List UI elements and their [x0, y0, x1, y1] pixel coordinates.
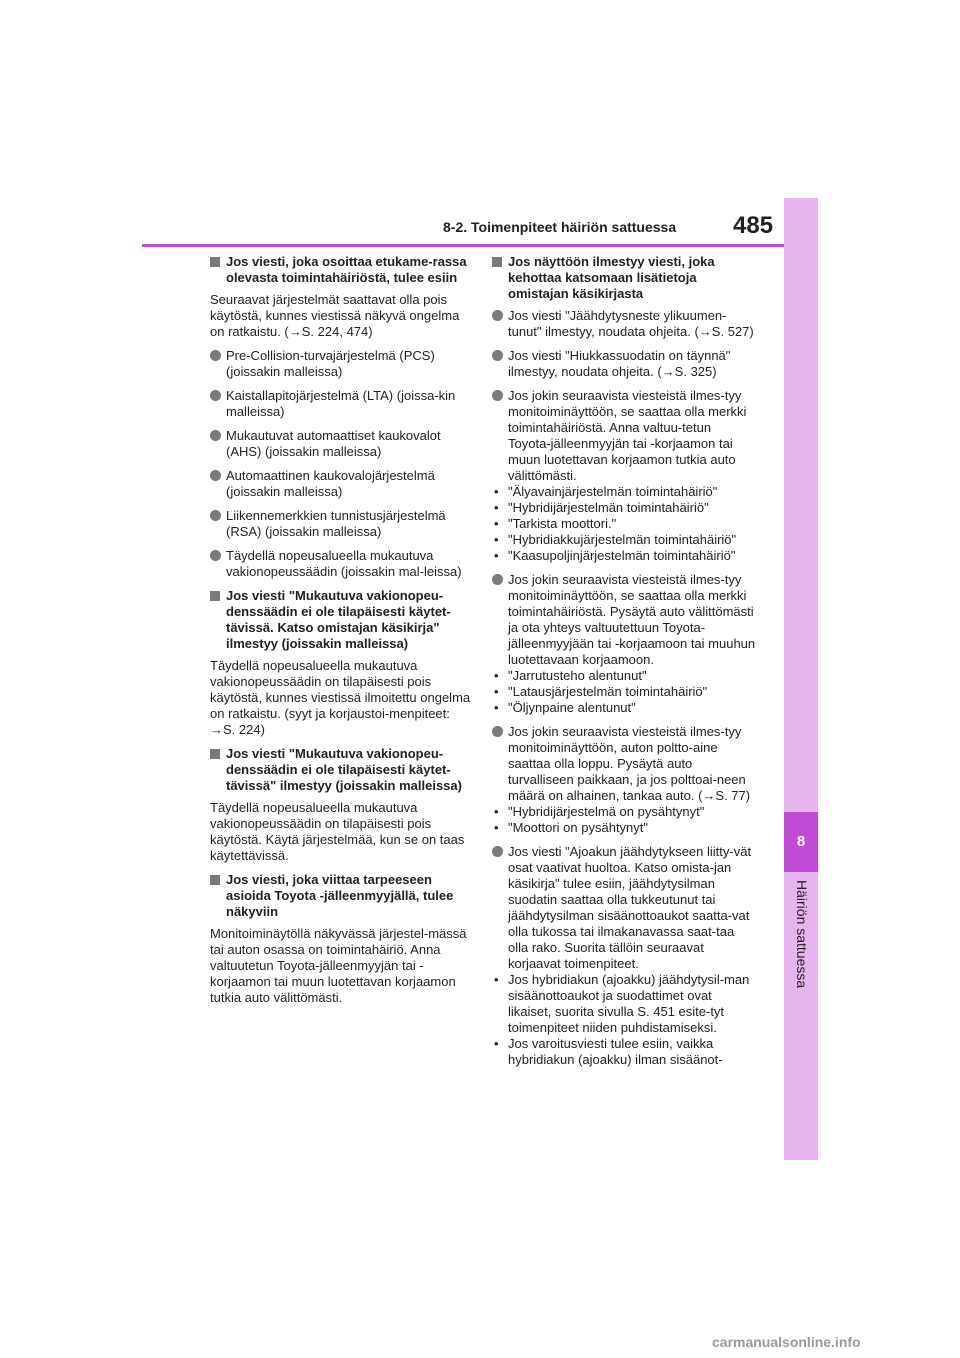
list-item: Jos jokin seuraavista viesteistä ilmes-tyy monitoiminäyttöön, se saattaa olla merkki toimintahäiriöstä. Anna valtuu-tetun Toyota-jälleenmyyjän tai -korjaamon tai muun luotettavan korjaamon tutkia auto välittömästi. • "Älyavainjärjestelmän toimintahäiriö" • "Hybridijärjestelmän toimintahäiriö" • "Tarkista moottori." • "Hybridiakkujärjestelmän toimintahäiriö" • "Kaasupoljinjärjestelmän toimintahäiriö" [492, 388, 756, 564]
section-heading: 8-2. Toimenpiteet häiriön sattuessa [443, 219, 677, 235]
list-item: Jos viesti "Jäähdytysneste ylikuumen-tunut" ilmestyy, noudata ohjeita. (→S. 527) [492, 308, 756, 340]
sub-item: • "Latausjärjestelmän toimintahäiriö" [492, 684, 756, 700]
sub-item: • "Tarkista moottori." [492, 516, 756, 532]
square-bullet-icon [210, 875, 220, 885]
circle-bullet-icon [210, 510, 221, 521]
list-item: Mukautuvat automaattiset kaukovalot (AHS) (joissakin malleissa) [210, 428, 472, 460]
chapter-number: 8 [784, 812, 818, 872]
sub-item: • Jos varoitusviesti tulee esiin, vaikka hybridiakun (ajoakku) ilman sisäänot- [492, 1036, 756, 1068]
watermark[interactable]: carmanualsonline.info [712, 1334, 861, 1350]
list-item: Täydellä nopeusalueella mukautuva vakionopeussäädin (joissakin mal-leissa) [210, 548, 472, 580]
section-title: Jos viesti "Mukautuva vakionopeu-denssäädin ei ole tilapäisesti käytet-tävissä. Katso omistajan käsikirja" ilmestyy (joissakin malleissa) [210, 588, 472, 652]
paragraph: Seuraavat järjestelmät saattavat olla pois käytöstä, kunnes viestissä näkyvä ongelma on ratkaistu. (→S. 224, 474) [210, 292, 460, 339]
sub-item: • "Hybridijärjestelmä on pysähtynyt" [492, 804, 756, 820]
circle-bullet-icon [210, 390, 221, 401]
sub-item: • "Hybridijärjestelmän toimintahäiriö" [492, 500, 756, 516]
circle-bullet-icon [492, 390, 503, 401]
list-item: Jos viesti "Hiukkassuodatin on täynnä" ilmestyy, noudata ohjeita. (→S. 325) [492, 348, 756, 380]
chapter-title: Häiriön sattuessa [794, 880, 810, 989]
list-item: Jos viesti "Ajoakun jäähdytykseen liitty-vät osat vaativat huoltoa. Katso omista-jan käsikirja" tulee esiin, jäähdytysilman suodatin saattaa olla tukkeutunut tai jäähdytysilman sisäänottoaukot saatta-vat olla tukossa tai ilmakanavassa saat-taa olla rako. Suorita tällöin seuraavat korjaavat toimenpiteet. • Jos hybridiakun (ajoakku) jäähdytysil-man sisäänottoaukot ja suodattimet ovat likaiset, suorita sivulla S. 451 esite-tyt toimenpiteet niiden puhdistamiseksi. • Jos varoitusviesti tulee esiin, vaikka hybridiakun (ajoakku) ilman sisäänot- [492, 844, 756, 1068]
sub-item: • "Kaasupoljinjärjestelmän toimintahäiriö" [492, 548, 756, 564]
circle-bullet-icon [492, 310, 503, 321]
square-bullet-icon [492, 257, 502, 267]
sub-item: • "Jarrutusteho alentunut" [492, 668, 756, 684]
square-bullet-icon [210, 591, 220, 601]
sub-item: • "Öljynpaine alentunut" [492, 700, 756, 716]
section-title: Jos viesti, joka viittaa tarpeeseen asioida Toyota -jälleenmyyjällä, tulee näkyviin [210, 872, 472, 920]
circle-bullet-icon [492, 350, 503, 361]
paragraph: Täydellä nopeusalueella mukautuva vakionopeussäädin on tilapäisesti pois käytöstä. Käytä järjestelmää, kun se on taas käytettävissä. [210, 800, 465, 863]
square-bullet-icon [210, 749, 220, 759]
sub-item: • "Älyavainjärjestelmän toimintahäiriö" [492, 484, 756, 500]
section-title: Jos viesti "Mukautuva vakionopeu-denssäädin ei ole tilapäisesti käytet-tävissä" ilmestyy (joissakin malleissa) [210, 746, 472, 794]
list-item: Liikennemerkkien tunnistusjärjestelmä (RSA) (joissakin malleissa) [210, 508, 472, 540]
sub-item: • "Moottori on pysähtynyt" [492, 820, 756, 836]
paragraph: Täydellä nopeusalueella mukautuva vakionopeussäädin on tilapäisesti pois käytöstä, kunnes viestissä ilmoitettu ongelma on ratkaistu. (syyt ja korjaustoi-menpiteet: →S. 224) [210, 658, 471, 737]
circle-bullet-icon [210, 550, 221, 561]
sub-item: • Jos hybridiakun (ajoakku) jäähdytysil-man sisäänottoaukot ja suodattimet ovat likaiset, suorita sivulla S. 451 esite-tyt toimenpiteet niiden puhdistamiseksi. [492, 972, 756, 1036]
list-item: Kaistallapitojärjestelmä (LTA) (joissa-kin malleissa) [210, 388, 472, 420]
circle-bullet-icon [210, 430, 221, 441]
page-number: 485 [733, 212, 774, 239]
circle-bullet-icon [492, 574, 503, 585]
sub-item: • "Hybridiakkujärjestelmän toimintahäiriö" [492, 532, 756, 548]
circle-bullet-icon [210, 350, 221, 361]
right-column [492, 254, 756, 1076]
list-item: Jos jokin seuraavista viesteistä ilmes-tyy monitoiminäyttöön, se saattaa olla merkki toimintahäiriöstä. Pysäytä auto välittömästi ja ota yhteys valtuutettuun Toyota-jälleenmyyjään tai -korjaamoon tai muuhun luotettavaan korjaamoon. • "Jarrutusteho alentunut" • "Latausjärjestelmän toimintahäiriö" • "Öljynpaine alentunut" [492, 572, 756, 716]
circle-bullet-icon [492, 726, 503, 737]
left-column [210, 254, 472, 1014]
list-item: Jos jokin seuraavista viesteistä ilmes-tyy monitoiminäyttöön, auton poltto-aine saattaa olla loppu. Pysäytä auto turvalliseen paikkaan, ja jos polttoai-neen määrä on alhainen, tankaa auto. (→S. 77) • "Hybridijärjestelmä on pysähtynyt" • "Moottori on pysähtynyt" [492, 724, 756, 836]
square-bullet-icon [210, 257, 220, 267]
circle-bullet-icon [210, 470, 221, 481]
section-title: Jos viesti, joka osoittaa etukame-rassa olevasta toimintahäiriöstä, tulee esiin [210, 254, 472, 286]
side-tab [784, 198, 818, 1160]
circle-bullet-icon [492, 846, 503, 857]
list-item: Pre-Collision-turvajärjestelmä (PCS) (joissakin malleissa) [210, 348, 472, 380]
section-title: Jos näyttöön ilmestyy viesti, joka kehottaa katsomaan lisätietoja omistajan käsikirjasta [492, 254, 756, 302]
header-rule [142, 244, 784, 247]
list-item: Automaattinen kaukovalojärjestelmä (joissakin malleissa) [210, 468, 472, 500]
paragraph: Monitoiminäytöllä näkyvässä järjestel-mässä tai auton osassa on toimintahäiriö. Anna valtuutetun Toyota-jälleenmyyjän tai -korjaamon tai muun luotettavan korjaamon tutkia auto välittömästi. [210, 926, 467, 1005]
